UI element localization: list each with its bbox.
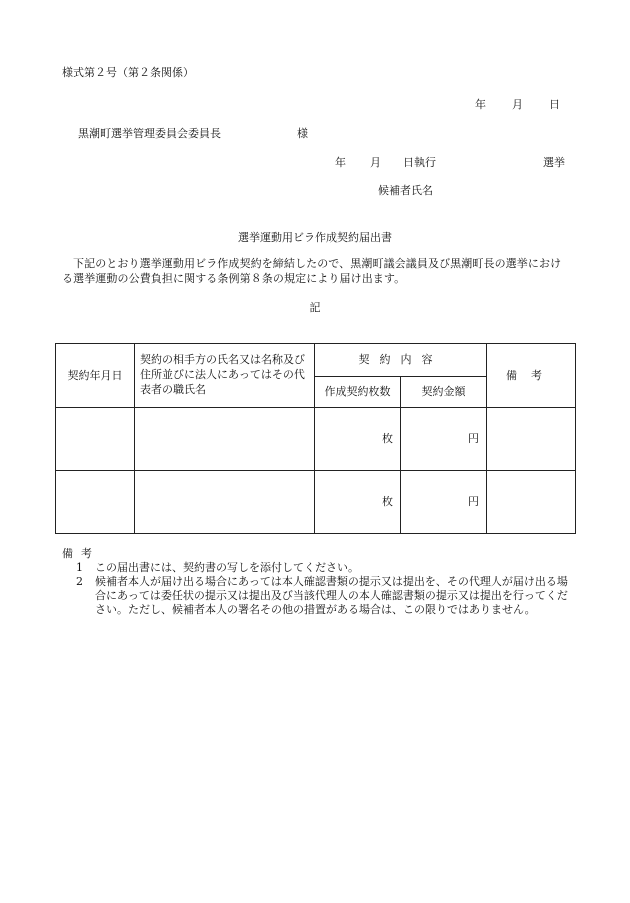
table-row [56,408,576,471]
election-day-label: 日執行 [403,156,436,169]
election-date [335,156,436,170]
document-title: 選挙運動用ビラ作成契約届出書 [238,231,392,244]
body-text: 下記のとおり選挙運動用ビラ作成契約を締結したので、黒潮町議会議員及び黒潮町長の選挙における選挙運動の公費負担に関する条例第８条の規定により届け出ます。 [62,257,562,285]
note-item [76,575,574,617]
cell-contract-party[interactable] [135,408,315,471]
cell-contract-date[interactable] [56,471,135,534]
notes-heading: 備考 [62,547,100,560]
header-amount: 契約金額 [401,377,487,408]
header-contract-content: 契約内容 [315,344,487,377]
honorific: 様 [297,127,308,140]
header-contract-date: 契約年月日 [56,344,135,408]
table-row [56,471,576,534]
date-month-label: 月 [512,98,523,111]
election-year-label: 年 [335,156,346,169]
cell-contract-date[interactable] [56,408,135,471]
header-contract-party: 契約の相手方の氏名又は名称及び住所並びに法人にあってはその代表者の職氏名 [135,344,315,408]
cell-amount[interactable]: 円 [401,408,487,471]
note-item [76,561,574,575]
header-notes: 備考 [487,344,576,408]
form-number: 様式第２号（第２条関係） [62,66,194,79]
note-text: この届出書には、契約書の写しを添付してください。 [95,561,359,574]
contract-table [55,343,576,534]
cell-count[interactable]: 枚 [315,408,401,471]
cell-notes[interactable] [487,408,576,471]
cell-amount[interactable]: 円 [401,471,487,534]
cell-notes[interactable] [487,471,576,534]
ki-mark: 記 [309,301,321,314]
cell-count[interactable]: 枚 [315,471,401,534]
addressee: 黒潮町選挙管理委員会委員長 [78,127,221,140]
date-day-label: 日 [549,98,560,111]
submission-date [475,98,560,112]
candidate-name-label: 候補者氏名 [378,184,433,197]
election-suffix: 選挙 [543,156,565,169]
date-year-label: 年 [475,98,486,111]
note-number: 2 [76,575,83,588]
election-month-label: 月 [370,156,381,169]
header-count: 作成契約枚数 [315,377,401,408]
note-text: 候補者本人が届け出る場合にあっては本人確認書類の提示又は提出を、その代理人が届け出る場合にあっては委任状の提示又は提出及び当該代理人の本人確認書類の提示又は提出を行ってください。ただし、候補者本人の署名その他の措置がある場合は、この限りではありません。 [95,575,568,616]
note-number: 1 [76,561,83,574]
cell-contract-party[interactable] [135,471,315,534]
